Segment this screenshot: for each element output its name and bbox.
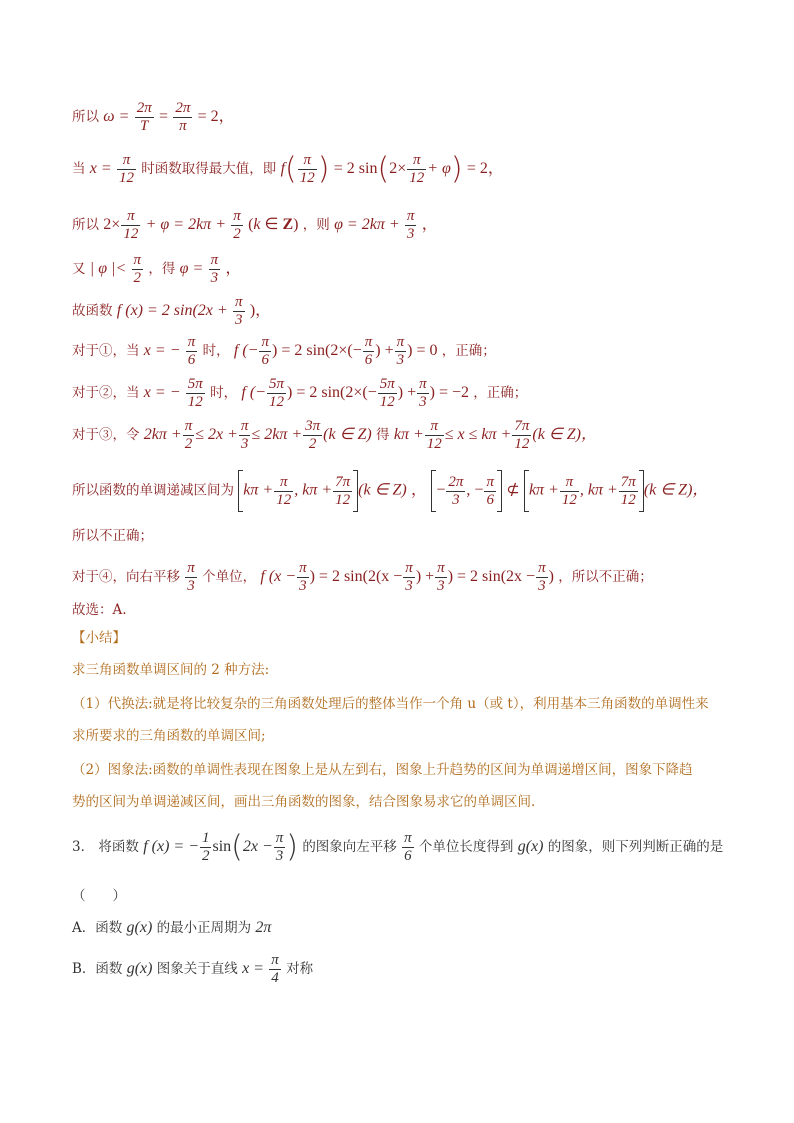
math: (k ∈ Z)	[248, 216, 299, 233]
math: g(x)	[517, 838, 544, 855]
fraction: $\frac{7\pi}{12}$	[514, 418, 530, 452]
math: = 2，	[197, 108, 235, 125]
summary-method-1-line-1: （1）代换法:就是将比较复杂的三角函数处理后的整体当作一个角 u（或 t），利用基本三角函数的单调性来	[72, 696, 709, 712]
text: A．函数	[72, 920, 123, 936]
solution-line-8: 对于③，令 2kπ + $\frac{\pi}{2}$ ≤ 2x + $\frac{\pi}{3}$ ≤ 2kπ + $\frac{3\pi}{2}$ (k ∈ Z) 得 kπ + $\frac{\pi}{12}$ ≤ x ≤ kπ + $\frac{7\pi}{12}$ (k ∈ Z)，	[72, 418, 597, 452]
text: 图象关于直线	[156, 961, 238, 977]
text: 对称	[286, 961, 314, 977]
text: 的图象向左平移	[302, 839, 397, 855]
fraction: $\frac{\pi}{6}$	[187, 334, 196, 368]
fraction: $\frac{3\pi}{2}$	[305, 418, 321, 452]
math: φ =	[179, 260, 204, 277]
fraction: $\frac{\pi}{3}$	[275, 830, 284, 864]
solution-line-11: 对于④，向右平移 $\frac{\pi}{3}$ 个单位， f (x − $\frac{\pi}{3}$ ) = 2 sin(2(x − $\frac{\pi}{3}$ ) + $\frac{\pi}{3}$ ) = 2 sin(2x − $\frac{\pi}{3}$ ) ，所以不正确；	[72, 560, 653, 594]
fraction: $\frac{1}{2}$	[201, 830, 210, 864]
summary-method-1-line-2: 求所要求的三角函数的单调区间;	[72, 728, 266, 744]
summary-intro: 求三角函数单调区间的 2 种方法:	[72, 662, 270, 678]
fraction: $\frac{\pi}{2}$	[184, 418, 193, 452]
math: f (−	[241, 384, 266, 401]
text: 将函数	[98, 839, 139, 855]
math: + φ = 2kπ +	[145, 216, 226, 233]
solution-line-2: 当 x = $\frac{\pi}{12}$ 时函数取得最大值，即 f( $\frac{\pi}{12}$ ) = 2 sin(2× $\frac{\pi}{12}$ + φ) = 2，	[72, 151, 504, 187]
question-number: 3．	[72, 839, 95, 855]
solution-line-12	[72, 600, 127, 620]
text: 故函数	[72, 303, 113, 319]
math: 2kπ +	[143, 426, 182, 443]
fraction: $\frac{\pi}{3}$	[437, 560, 445, 594]
fraction: $\frac{\pi}{3}$	[396, 334, 405, 368]
fraction: $\frac{7\pi}{12}$	[335, 473, 351, 508]
math: g(x)	[126, 919, 153, 936]
text: 个单位，	[202, 569, 257, 585]
fraction: $\frac{\pi}{6}$	[486, 473, 494, 508]
text: ，所以不正确；	[558, 569, 653, 585]
text: 的图象，则下列判断正确的是	[547, 839, 724, 855]
text: 对于③，令	[72, 427, 140, 443]
math: kπ +	[243, 481, 274, 499]
solution-line-1	[72, 100, 235, 135]
text: 对于②，当	[72, 385, 140, 401]
fraction: $\frac{\pi}{3}$	[538, 560, 546, 594]
summary-heading: 【小结】	[72, 630, 126, 646]
fraction: $\frac{\pi}{2}$	[133, 252, 142, 286]
text: ，则	[302, 217, 330, 233]
text: 所以函数的单调递减区间为	[72, 482, 234, 499]
fraction: $\frac{\pi}{3}$	[419, 376, 427, 410]
math: x =	[89, 160, 112, 177]
question-3: 3． 将函数 f (x) = − $\frac{1}{2}$ sin(2x − $\frac{\pi}{3}$ ) 的图象向左平移 $\frac{\pi}{6}$ 个单位长度得到 g(x) 的图象，则下列判断正确的是	[72, 829, 724, 865]
fraction: $\frac{\pi}{3}$	[406, 208, 415, 242]
question-paren: （ ）	[72, 888, 126, 904]
solution-line-6: 对于①，当 x = − $\frac{\pi}{6}$ 时， f (− $\frac{\pi}{6}$ ) = 2 sin(2×(− $\frac{\pi}{6}$ ) + $\frac{\pi}{3}$ ) = 0 ，正确；	[72, 334, 496, 368]
solution-line-9: 所以函数的单调递减区间为 kπ + $\frac{\pi}{12}$ , kπ + $\frac{7\pi}{12}$ (k ∈ Z) ， − $\frac{2\pi}{3}$ , − $\frac{\pi}{6}$ ⊄ kπ + $\frac{\pi}{12}$ , kπ + $\frac{7\pi}{12}$ (k ∈ Z)，	[72, 470, 708, 512]
math: f (x) = −	[143, 838, 199, 855]
text: 时，	[210, 385, 238, 401]
text: ，正确；	[441, 343, 496, 359]
math: x = −	[143, 342, 181, 359]
fraction: $\frac{\pi}{3}$	[187, 560, 195, 594]
text: 的最小正周期为	[156, 920, 252, 936]
math: kπ +	[393, 426, 424, 443]
fraction: $\frac{\pi}{6}$	[404, 830, 412, 864]
text: 得	[376, 427, 390, 443]
fraction: $\frac{\pi}{12}$	[561, 473, 577, 508]
fraction: $\frac{\pi}{6}$	[364, 334, 373, 368]
math: 2π	[255, 919, 272, 936]
fraction: $\frac{5\pi}{12}$	[268, 376, 284, 410]
text: 时函数取得最大值，即	[141, 161, 277, 177]
text: 对于①，当	[72, 343, 140, 359]
fraction: $\frac{\pi}{3}$	[235, 294, 243, 328]
math: φ = 2kπ +	[334, 216, 400, 233]
fraction: $\frac{\pi}{2}$	[233, 208, 241, 242]
option-b[interactable]	[72, 952, 313, 987]
summary-method-2-line-1: （2）图象法:函数的单调性表现在图象上是从左到右，图象上升趋势的区间为单调递增区间，图象下降趋	[72, 762, 693, 778]
math: ω =	[103, 108, 130, 125]
text: 所以	[72, 109, 99, 125]
fraction: $\frac{\pi}{12}$	[426, 418, 442, 452]
text: 当	[72, 161, 86, 177]
text: 所以	[72, 217, 99, 233]
math: = 2，	[466, 160, 504, 177]
solution-line-3: 所以 2× $\frac{\pi}{12}$ + φ = 2kπ + $\frac{\pi}{2}$ (k ∈ Z) ，则 φ = 2kπ + $\frac{\pi}{3}$ ，	[72, 208, 438, 242]
fraction: $\frac{5\pi}{12}$	[379, 376, 395, 410]
text: 故选：A.	[72, 602, 127, 618]
fraction: $\frac{\pi}{12}$	[409, 152, 425, 186]
text: 时，	[202, 343, 230, 359]
fraction: $\frac{\pi}{6}$	[261, 334, 269, 368]
summary-method-2-line-2: 势的区间为单调递减区间，画出三角函数的图象，结合图象易求它的单调区间.	[72, 794, 536, 810]
fraction: $\frac{\pi}{3}$	[299, 560, 307, 594]
math: f	[280, 160, 286, 177]
fraction: $\frac{5\pi}{12}$	[187, 376, 203, 410]
math: | φ |<	[89, 260, 127, 277]
fraction: $\frac{\pi}{12}$	[276, 473, 292, 508]
fraction: $\frac{\pi}{12}$	[119, 152, 134, 186]
fraction: $\frac{\pi}{3}$	[405, 560, 413, 594]
fraction: $\frac{\pi}{4}$	[271, 952, 279, 986]
option-a[interactable]	[72, 918, 271, 938]
math: g(x)	[126, 960, 153, 977]
math: x =	[242, 960, 264, 977]
solution-line-4: 又 | φ |< $\frac{\pi}{2}$ ，得 φ = $\frac{\pi}{3}$ ，	[72, 252, 242, 286]
solution-line-5: 故函数 f (x) = 2 sin(2x + $\frac{\pi}{3}$ )，	[72, 294, 272, 328]
fraction: $\frac{2\pi}{T}$	[136, 100, 152, 134]
text: ，正确；	[473, 385, 528, 401]
fraction: $\frac{\pi}{12}$	[299, 152, 315, 186]
solution-line-10	[72, 526, 153, 546]
math: f (x −	[260, 568, 297, 585]
text: 对于④，向右平移	[72, 569, 180, 585]
math: f (x) = 2 sin(2x +	[116, 302, 228, 319]
fraction: $\frac{2\pi}{\pi}$	[175, 100, 191, 134]
text: 又	[72, 261, 86, 277]
solution-line-7: 对于②，当 x = − $\frac{5\pi}{12}$ 时， f (− $\frac{5\pi}{12}$ ) = 2 sin(2×(− $\frac{5\pi}{12}$ ) + $\frac{\pi}{3}$ ) = −2 ，正确；	[72, 376, 528, 410]
fraction: $\frac{\pi}{12}$	[123, 208, 139, 242]
text: 所以不正确；	[72, 528, 153, 544]
fraction: $\frac{\pi}{3}$	[210, 252, 219, 286]
text: ，得	[148, 261, 176, 277]
text: 个单位长度得到	[418, 839, 514, 855]
fraction: $\frac{2\pi}{3}$	[448, 473, 464, 508]
math: x = −	[143, 384, 181, 401]
math: =	[159, 108, 169, 125]
fraction: $\frac{7\pi}{12}$	[620, 473, 636, 508]
fraction: $\frac{\pi}{3}$	[240, 418, 249, 452]
math: f (−	[233, 342, 259, 359]
text: B．函数	[72, 961, 123, 977]
math: = 2 sin	[333, 160, 378, 177]
